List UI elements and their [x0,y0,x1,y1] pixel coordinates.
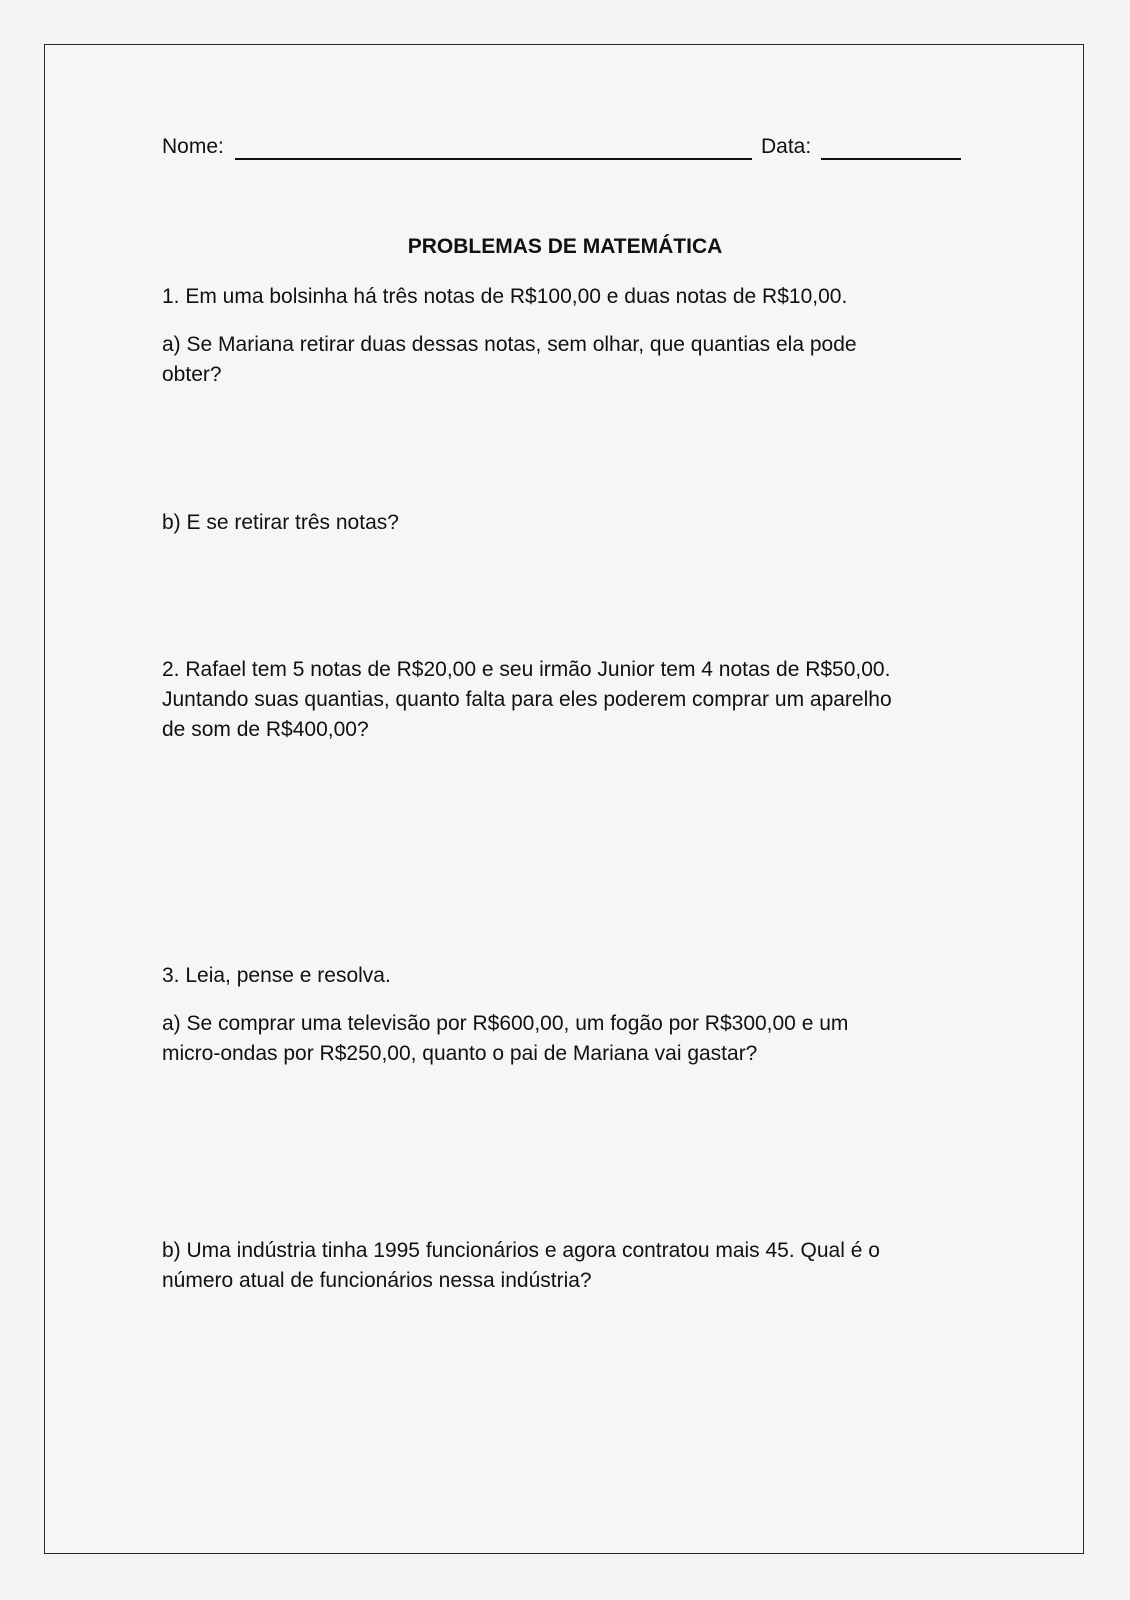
problem-3b-line-1: b) Uma indústria tinha 1995 funcionários e agora contratou mais 45. Qual é o [162,1239,880,1262]
problem-3a-line-2: micro-ondas por R$250,00, quanto o pai de Mariana vai gastar? [162,1042,758,1065]
header-row [162,132,962,162]
name-label: Nome: [162,135,224,158]
problem-2-line-2: Juntando suas quantias, quanto falta para eles poderem comprar um aparelho [162,688,892,711]
problem-3-statement: 3. Leia, pense e resolva. [162,964,391,987]
problem-3b-line-2: número atual de funcionários nessa indústria? [162,1269,592,1292]
problem-3a-line-1: a) Se comprar uma televisão por R$600,00, um fogão por R$300,00 e um [162,1012,849,1035]
worksheet-title: PROBLEMAS DE MATEMÁTICA [407,235,723,258]
problem-1-statement: 1. Em uma bolsinha há três notas de R$100,00 e duas notas de R$10,00. [162,285,848,308]
problem-2-line-3: de som de R$400,00? [162,718,369,741]
problem-2-line-1: 2. Rafael tem 5 notas de R$20,00 e seu irmão Junior tem 4 notas de R$50,00. [162,658,891,681]
problem-1a-line-2: obter? [162,363,222,386]
name-blank-line [235,158,752,160]
problem-1b: b) E se retirar três notas? [162,511,399,534]
date-label: Data: [761,135,812,158]
date-blank-line [821,158,961,160]
worksheet-page [44,44,1084,1554]
problem-1a-line-1: a) Se Mariana retirar duas dessas notas, sem olhar, que quantias ela pode [162,333,857,356]
